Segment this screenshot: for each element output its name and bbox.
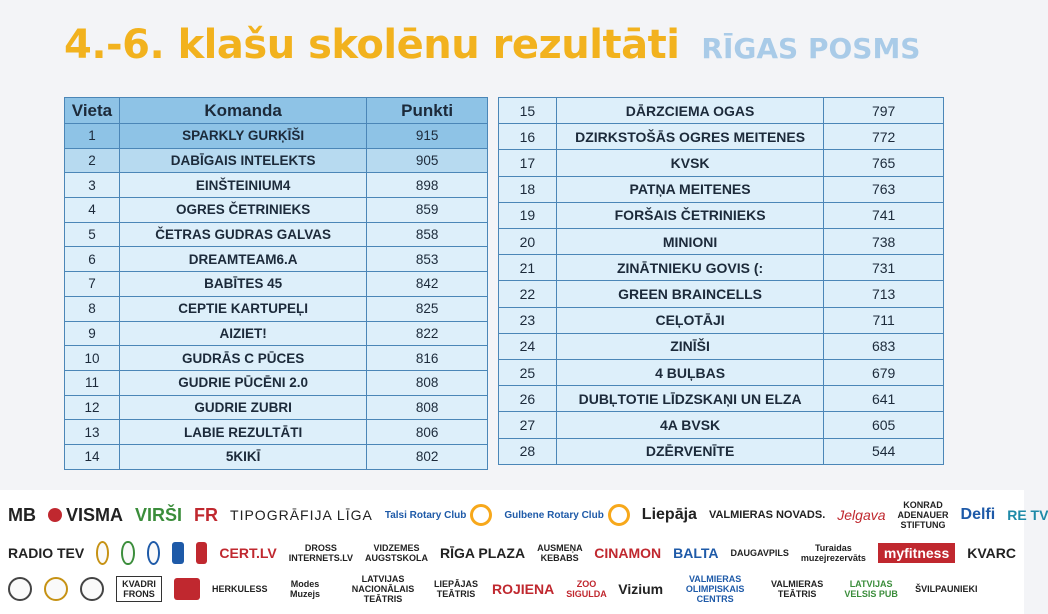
cell-place: 4 [65, 198, 120, 223]
cell-points: 741 [824, 202, 944, 228]
page-subtitle: RĪGAS POSMS [701, 32, 921, 65]
cell-place: 13 [65, 420, 120, 445]
cell-points: 859 [367, 198, 488, 223]
virsi-logo [135, 505, 182, 526]
latvijas-nacionalais-teatris-logo: LATVIJAS NACIONĀLAIS TEĀTRIS [351, 574, 415, 604]
cell-place: 22 [499, 281, 557, 307]
cell-team: CEĻOTĀJI [556, 307, 823, 333]
jelgava-logo: Jelgava [837, 507, 886, 523]
kvadri-frons-logo: KVADRI FRONS [116, 576, 162, 602]
table-row [65, 420, 488, 445]
cell-team: FORŠAIS ČETRINIEKS [556, 202, 823, 228]
cell-place: 12 [65, 395, 120, 420]
mb-logo: MB [8, 504, 36, 525]
cell-points: 641 [824, 386, 944, 412]
cell-place: 28 [499, 438, 557, 464]
table-row [499, 176, 944, 202]
cell-team: DĀRZCIEMA OGAS [556, 98, 823, 124]
konrad-adenauer-logo: KONRAD ADENAUER STIFTUNG [897, 500, 949, 530]
emblem-icon-4 [8, 577, 32, 601]
table-row [65, 370, 488, 395]
cell-points: 858 [367, 222, 488, 247]
radio-tev-logo: RADIO TEV [8, 545, 85, 561]
cell-points: 905 [367, 148, 488, 173]
cell-team: CEPTIE KARTUPEĻI [119, 296, 366, 321]
cell-team: DUBĻTOTIE LĪDZSKAŅI UN ELZA [556, 386, 823, 412]
myfitness-logo: myfitness [878, 543, 955, 563]
table-row [65, 148, 488, 173]
cell-points: 808 [367, 370, 488, 395]
cell-place: 3 [65, 173, 120, 198]
dross-internets-logo: DROSS INTERNETS.LV [288, 543, 354, 563]
table-row [65, 222, 488, 247]
rotary-wheel-icon-2 [608, 504, 630, 526]
cell-points: 544 [824, 438, 944, 464]
cell-place: 27 [499, 412, 557, 438]
cell-place: 8 [65, 296, 120, 321]
visma-icon [48, 508, 62, 522]
rotary-wheel-icon [470, 504, 492, 526]
table-row [499, 360, 944, 386]
liepaja-logo: Liepāja [641, 506, 697, 523]
sponsor-row-3 [8, 574, 1016, 604]
cell-place: 11 [65, 370, 120, 395]
cell-team: ZINĀTNIEKU GOVIS (: [556, 255, 823, 281]
cell-place: 23 [499, 307, 557, 333]
vizium-logo: Vizium [618, 581, 664, 597]
table-row [65, 173, 488, 198]
svilpaunieki-logo: ŠVILPAUNIEKI [915, 584, 978, 594]
ausmena-kebabs-logo: AUSMEŅA KEBABS [537, 543, 583, 563]
gulbene-rotary-text: Gulbene Rotary Club [504, 509, 604, 521]
emblem-icon-2 [121, 541, 134, 565]
cell-place: 15 [499, 98, 557, 124]
cell-team: DZIRKSTOŠĀS OGRES MEITENES [556, 124, 823, 150]
sponsor-logos-strip [0, 490, 1048, 614]
cell-points: 711 [824, 307, 944, 333]
gulbene-rotary-logo [504, 504, 629, 526]
cell-points: 605 [824, 412, 944, 438]
cell-points: 679 [824, 360, 944, 386]
cell-points: 763 [824, 176, 944, 202]
emblem-icon-5 [44, 577, 68, 601]
talsi-rotary-logo [385, 504, 493, 526]
cell-team: SPARKLY GURĶĪŠI [119, 124, 366, 149]
title-row [64, 22, 920, 68]
cell-points: 765 [824, 150, 944, 176]
kvarc-logo: KVARC [967, 545, 1016, 561]
table-row [65, 124, 488, 149]
cell-points: 915 [367, 124, 488, 149]
cell-place: 5 [65, 222, 120, 247]
cell-team: GUDRIE PŪCĒNI 2.0 [119, 370, 366, 395]
cell-place: 26 [499, 386, 557, 412]
cell-team: DZĒRVENĪTE [556, 438, 823, 464]
table-row [499, 150, 944, 176]
cell-team: ZINĪŠI [556, 333, 823, 359]
table-row [65, 296, 488, 321]
results-table-right [498, 97, 944, 465]
cell-points: 738 [824, 229, 944, 255]
cell-points: 772 [824, 124, 944, 150]
liepajas-teatris-logo: LIEPĀJAS TEĀTRIS [433, 579, 478, 599]
table-row [499, 438, 944, 464]
cell-points: 797 [824, 98, 944, 124]
cell-place: 20 [499, 229, 557, 255]
rojiena-logo: ROJIENA [492, 581, 555, 597]
herkuless-logo: HERKULESS [212, 584, 268, 594]
results-table-left [64, 97, 488, 470]
fr-text: FR [194, 504, 219, 525]
talsi-rotary-text: Talsi Rotary Club [384, 509, 467, 521]
vidzemes-augstskola-logo: VIDZEMES AUGSTSKOLA [365, 543, 429, 563]
visma-logo [48, 505, 123, 526]
table-row [65, 395, 488, 420]
riga-plaza-logo: RĪGA PLAZA [440, 545, 526, 561]
table-row [499, 307, 944, 333]
cell-place: 25 [499, 360, 557, 386]
page-title: 4.-6. klašu skolēnu rezultāti [64, 22, 680, 68]
cell-place: 21 [499, 255, 557, 281]
column-header-points: Punkti [367, 98, 488, 124]
table-header-row [65, 98, 488, 124]
table-row [65, 272, 488, 297]
cell-team: EINŠTEINIUM4 [119, 173, 366, 198]
cell-place: 16 [499, 124, 557, 150]
visma-text: VISMA [66, 504, 124, 525]
cell-points: 816 [367, 346, 488, 371]
table-row [499, 229, 944, 255]
fr-logo [194, 505, 218, 526]
table-row [499, 386, 944, 412]
table-row [65, 444, 488, 469]
cell-place: 24 [499, 333, 557, 359]
table-row [65, 198, 488, 223]
valmieras-olimpiskais-logo: VALMIERAS OLIMPISKAIS CENTRS [685, 574, 745, 604]
cell-team: BABĪTES 45 [119, 272, 366, 297]
cell-team: DABĪGAIS INTELEKTS [119, 148, 366, 173]
table-row [499, 333, 944, 359]
emblem-icon-3 [147, 541, 160, 565]
table-row [65, 321, 488, 346]
cell-points: 713 [824, 281, 944, 307]
cell-place: 14 [65, 444, 120, 469]
balta-logo: BALTA [673, 545, 719, 561]
table-row [499, 412, 944, 438]
table-row [499, 124, 944, 150]
cell-team: PATŅA MEITENES [556, 176, 823, 202]
sponsor-row-1 [8, 500, 1048, 530]
cell-points: 808 [367, 395, 488, 420]
table-row [499, 255, 944, 281]
modes-muzejs-logo: Modes Muzejs [289, 579, 320, 599]
latvijas-velsis-logo: LATVIJAS VELSIS PUB [844, 579, 898, 599]
cell-team: LABIE REZULTĀTI [119, 420, 366, 445]
fee-icon [172, 542, 184, 564]
table-row [65, 346, 488, 371]
delfi-logo: Delfi [960, 506, 996, 523]
daugavpils-logo: DAUGAVPILS [730, 548, 789, 558]
cell-points: 802 [367, 444, 488, 469]
cell-team: GUDRIE ZUBRI [119, 395, 366, 420]
turaidas-logo: Turaidas muzejrezervāts [800, 543, 866, 563]
cell-points: 842 [367, 272, 488, 297]
column-header-team: Komanda [119, 98, 366, 124]
cell-points: 898 [367, 173, 488, 198]
cell-points: 806 [367, 420, 488, 445]
table-row [499, 202, 944, 228]
cell-place: 2 [65, 148, 120, 173]
fn-icon [196, 542, 208, 564]
cell-team: OGRES ČETRINIEKS [119, 198, 366, 223]
cell-place: 6 [65, 247, 120, 272]
cell-place: 7 [65, 272, 120, 297]
cell-team: KVSK [556, 150, 823, 176]
cell-points: 853 [367, 247, 488, 272]
cell-team: ČETRAS GUDRAS GALVAS [119, 222, 366, 247]
table-row [65, 247, 488, 272]
cell-place: 10 [65, 346, 120, 371]
zoo-sigulda-logo: ZOO SIGULDA [566, 579, 607, 599]
column-header-place: Vieta [65, 98, 120, 124]
cell-team: MINIONI [556, 229, 823, 255]
cell-team: GUDRĀS C PŪCES [119, 346, 366, 371]
tipografija-liga-logo [230, 507, 373, 523]
cell-place: 18 [499, 176, 557, 202]
cell-points: 683 [824, 333, 944, 359]
emblem-icon-1 [96, 541, 109, 565]
valmieras-teatris-logo: VALMIERAS TEĀTRIS [770, 579, 824, 599]
cell-place: 9 [65, 321, 120, 346]
cinamon-logo: CINAMON [594, 545, 662, 561]
cell-place: 17 [499, 150, 557, 176]
cell-team: DREAMTEAM6.A [119, 247, 366, 272]
emblem-icon-6 [80, 577, 104, 601]
cell-team: 5KIKĪ [119, 444, 366, 469]
sponsor-row-2 [8, 540, 1016, 566]
cell-team: GREEN BRAINCELLS [556, 281, 823, 307]
cell-place: 1 [65, 124, 120, 149]
virsi-text: VIRŠI [135, 504, 183, 525]
re-tv-logo: RE TV [1007, 507, 1048, 523]
table-row [499, 98, 944, 124]
cell-points: 822 [367, 321, 488, 346]
cell-team: 4 BUĻBAS [556, 360, 823, 386]
herkuless-icon [174, 578, 200, 600]
valmieras-novads-logo: VALMIERAS NOVADS. [708, 509, 826, 521]
cell-place: 19 [499, 202, 557, 228]
cert-lv-logo: CERT.LV [219, 545, 277, 561]
cell-points: 731 [824, 255, 944, 281]
cell-team: 4A BVSK [556, 412, 823, 438]
tipografija-text: TIPOGRĀFIJA LĪGA [230, 507, 373, 523]
table-row [499, 281, 944, 307]
cell-points: 825 [367, 296, 488, 321]
cell-team: AIZIET! [119, 321, 366, 346]
